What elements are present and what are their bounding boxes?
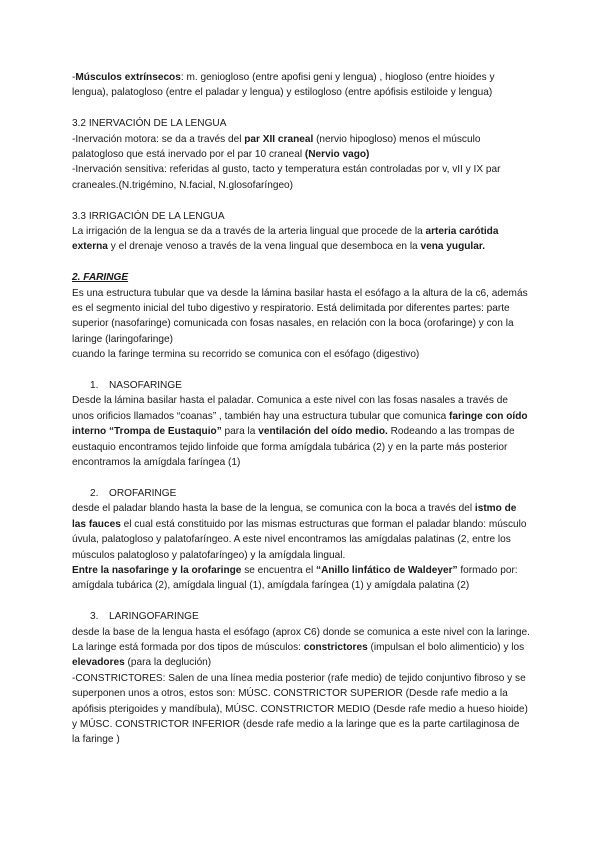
list-number: 1. xyxy=(90,380,99,392)
faringe-end-paragraph: cuando la faringe termina su recorrido se comunica con el esófago (digestivo) xyxy=(72,349,420,361)
bold-term: istmo de las fauces xyxy=(72,503,517,530)
bold-term: Entre la nasofaringe y la orofaringe xyxy=(72,564,242,576)
section-heading-inervacion: 3.2 INERVACIÓN DE LA LENGUA xyxy=(72,118,227,130)
bold-term: elevadores xyxy=(72,657,125,669)
list-item-orofaringe xyxy=(72,486,530,501)
bold-term: Músculos extrínsecos xyxy=(75,72,181,83)
text: (impulsan el bolo alimenticio) y los xyxy=(367,641,525,653)
inervacion-sensitiva-paragraph: -Inervación sensitiva: referidas al gusto, tacto y temperatura están controladas por v, vII y IX par craneales.(N.trigémino, N.facial, N.glosofaríngeo) xyxy=(72,164,501,191)
list-title: NASOFARINGE xyxy=(109,380,182,392)
list-title: OROFARINGE xyxy=(109,487,177,499)
constrictores-paragraph: -CONSTRICTORES: Salen de una línea media posterior (rafe medio) de tejido conjuntivo fibroso y se superponen unos a otros, estos son: MÚSC. CONSTRICTOR SUPERIOR (Desde rafe medio a la apófisis pterigoides y mandíbula), MÚSC. CONSTRICTOR MEDIO (Desde rafe medio a hueso hioide) y MÚSC. CONSTRICTOR INFERIOR (desde rafe medio a la laringe que es la parte cartilaginosa de la faringe ) xyxy=(72,672,528,746)
list-item-laringofaringe xyxy=(72,609,530,624)
bold-term: constrictores xyxy=(303,641,368,653)
list-item-nasofaringe xyxy=(72,378,530,393)
text: desde el paladar blando hasta la base de la lengua, se comunica con la boca a través del xyxy=(72,503,475,515)
laringofaringe-paragraph xyxy=(72,625,530,671)
orofaringe-paragraph xyxy=(72,501,530,563)
text: se encuentra el xyxy=(241,564,317,576)
extrinsic-muscles-paragraph xyxy=(72,70,530,101)
faringe-intro-paragraph: Es una estructura tubular que va desde la lámina basilar hasta el esófago a la altura de la c6, además es el segmento inicial del tubo digestivo y respiratorio. Está delimitada por diferentes partes: parte superior (nasofaringe) comunicada con fosas nasales, en relación con la boca (orofaringe) y con la laringe (laringofaringe) xyxy=(72,287,528,345)
nasofaringe-paragraph xyxy=(72,393,530,470)
waldeyer-paragraph xyxy=(72,563,530,594)
text: desde la base de la lengua hasta el esófago (aprox C6) donde se comunica a este nivel con la laringe. La laringe está formada por dos tipos de músculos: xyxy=(72,626,530,653)
text: para la xyxy=(221,426,259,438)
bold-term: (Nervio vago) xyxy=(304,149,370,161)
list-number: 2. xyxy=(90,487,99,499)
text: (nervio hipogloso) menos el músculo palatogloso que está inervado por el par 10 craneal xyxy=(72,133,481,161)
text: -Inervación motora: se da a través del xyxy=(72,133,245,145)
text: Desde la lámina basilar hasta el paladar. Comunica a este nivel con las fosas nasales a través de unos orificios llamados “coanas” , también hay una estructura tubular que comunica xyxy=(72,395,508,422)
bold-term: par XII craneal xyxy=(244,133,314,145)
text: Rodeando a las trompas de eustaquio encontramos tejido linfoide que forma amígdala tubárica (2) y en la parte más posterior encontramos la amígdala faríngea (1) xyxy=(72,426,515,469)
text: (para la deglución) xyxy=(124,657,212,669)
section-heading-irrigacion: 3.3 IRRIGACIÓN DE LA LENGUA xyxy=(72,210,225,222)
text: : m. geniogloso (entre apofisi geni y lengua) , hiogloso (entre hioides y lengua), palatogloso (entre el paladar y lengua) y estilogloso (entre apófisis estiloide y lengua) xyxy=(72,72,495,99)
section-heading-faringe: 2. FARINGE xyxy=(72,272,129,284)
text: y el drenaje venoso a través de la vena lingual que desemboca en la xyxy=(107,241,421,253)
text: La irrigación de la lengua se da a través de la arteria lingual que procede de la xyxy=(72,226,426,238)
irrigacion-paragraph xyxy=(72,224,530,255)
text: el cual está constituido por las mismas estructuras que forman el paladar blando: músculo úvula, palatogloso y palatofaríngeo. A este nivel encontramos las amígdalas palatinas (2, entre los músculos palatogloso y palatofaríngeo) y la amígdala lingual. xyxy=(72,518,527,561)
text: - xyxy=(72,72,76,83)
document-page xyxy=(72,70,530,748)
bold-term: arteria carótida externa xyxy=(72,226,499,253)
text: formado por: amígdala tubárica (2), amígdala lingual (1), amígdala faríngea (1) y amígdala palatina (2) xyxy=(72,564,518,592)
bold-term: vena yugular. xyxy=(420,241,485,253)
list-title: LARINGOFARINGE xyxy=(109,611,199,623)
bold-term: “Anillo linfático de Waldeyer” xyxy=(316,564,458,576)
inervacion-motora-paragraph xyxy=(72,132,530,163)
list-number: 3. xyxy=(90,611,99,623)
bold-term: ventilación del oído medio. xyxy=(258,426,388,438)
bold-term: faringe con oído interno “Trompa de Eustaquio” xyxy=(72,410,528,438)
